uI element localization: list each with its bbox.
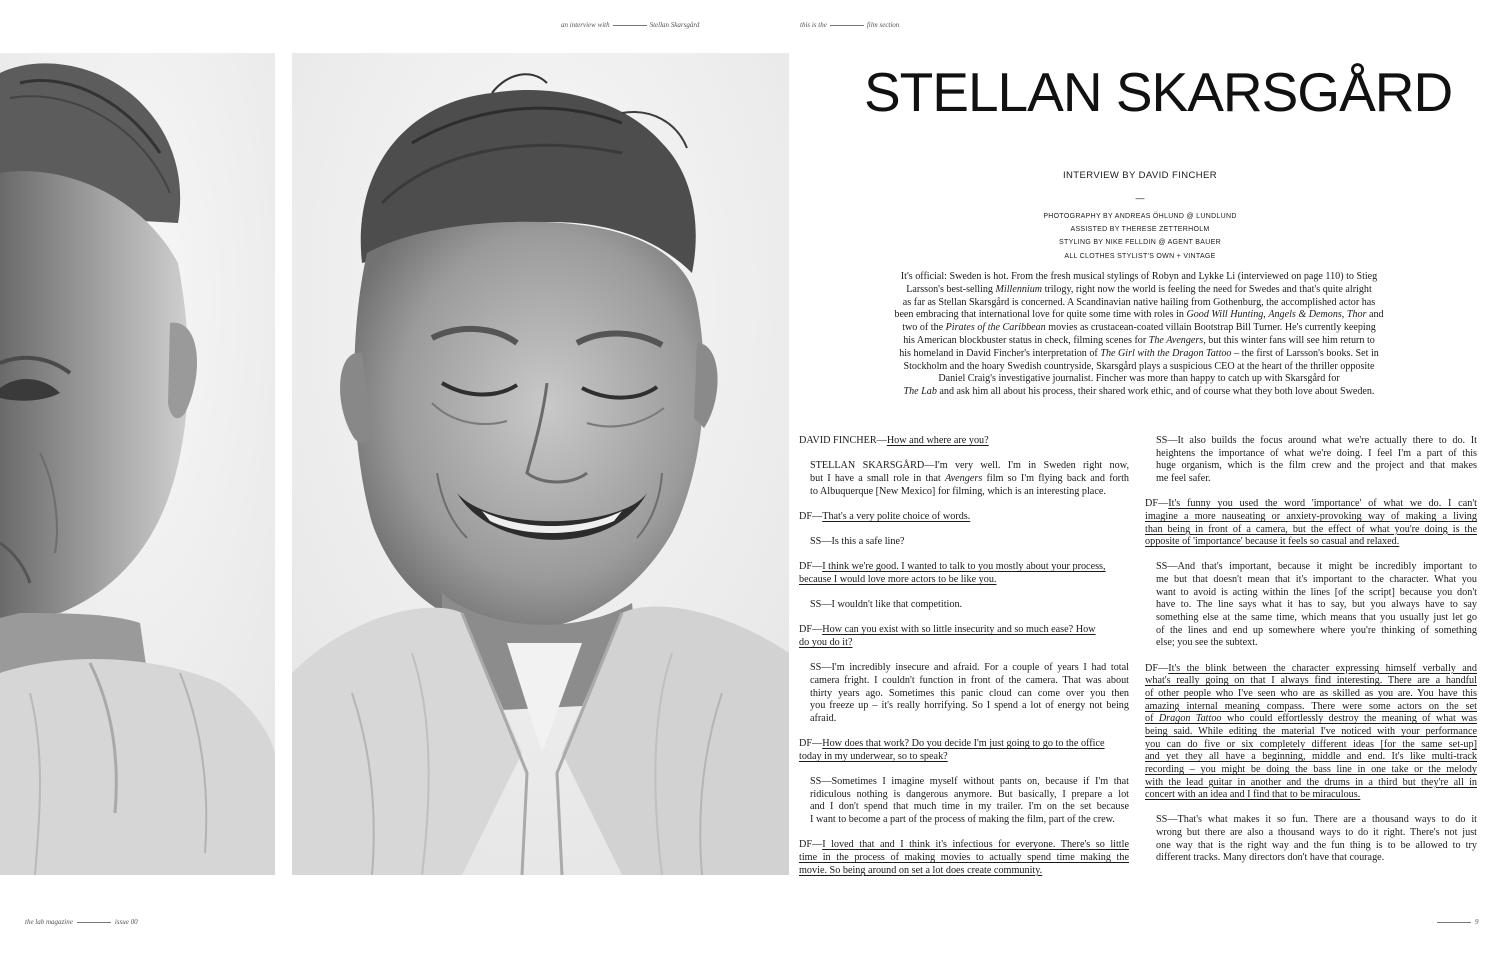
credit-line: ASSISTED BY THERESE ZETTERHOLM <box>1070 226 1210 234</box>
photo-credits <box>860 210 1420 263</box>
folio-left: the lab magazine issue 00 <box>25 918 138 926</box>
question: DF—That's a very polite choice of words. <box>799 510 971 522</box>
question: DF—It's funny you used the word 'importance' of what we do. I can't imagine a more nauseating or anxiety-provoking way of making a living than being in front of a camera, but the effect of what you're doing is the opposite of 'importance' because it feels so casual and relaxed. <box>1145 498 1477 548</box>
credit-line: STYLING BY NIKE FELLDIN @ AGENT BAUER <box>1059 239 1221 247</box>
question: DF—It's the blink between the character expressing himself verbally and what's really going on that I always find interesting. There are a handful of other people who I've seen who are as skilled as you are. You have this amazing internal meaning compass. There were some actors on the set of Dragon Tattoo who could effortlessly destroy the meaning of what was being said. While editing the material I've noticed with your performance you can do five or six completely different ideas [for the same set-up] and yet they all have a beginning, middle and end. It's like multi-track recording – you might be doing the bass line in one take or the melody with the lead guitar in another and the drums in a third but they're all in concert with an idea and I find that to be miraculous. <box>1145 662 1477 801</box>
question: DF—I loved that and I think it's infectious for everyone. There's so little time in the process of making movies to actually spend time making the movie. So being around on set a lot does create community. <box>799 839 1129 876</box>
answer: SS—Is this a safe line? <box>810 536 905 548</box>
answer: SS—Sometimes I imagine myself without pants on, because if I'm that ridiculous nothing is dangerous anymore. But basically, I prepare a lot and I don't spend that much time in my trailer. I'm on the set because I want to become a part of the process of making the film, part of the crew. <box>810 776 1129 826</box>
portrait-photo-right <box>292 53 789 875</box>
running-head-left: an interview with Stellan Skarsgård <box>561 21 700 29</box>
answer: SS—It also builds the focus around what we're actually there to do. It heightens the importance of what we're doing. I feel I'm a part of this huge organism, which is the film crew and the project and that makes me feel safer. <box>1156 435 1477 484</box>
question: DF—How does that work? Do you decide I'm just going to go to the office today in my underwear, so to speak? <box>799 738 1105 762</box>
answer: STELLAN SKARSGÅRD—I'm very well. I'm in Sweden right now, but I have a small role in that Avengers film so I'm flying back and forth to Albuquerque [New Mexico] for filming, which is an interesting place. <box>810 460 1129 497</box>
question: DAVID FINCHER—How and where are you? <box>799 435 989 446</box>
interview-column-right <box>1145 435 1477 878</box>
answer: SS—That's what makes it so fun. There are a thousand ways to do it wrong but there are also a thousand ways to do it right. There's not just one way that is the right way and the fun thing is to be allowed to try different tracks. Many directors don't have that courage. <box>1156 814 1477 864</box>
question: DF—How can you exist with so little insecurity and so much ease? How do you do it? <box>799 624 1096 649</box>
byline: INTERVIEW BY DAVID FINCHER <box>1063 170 1217 181</box>
question: DF—I think we're good. I wanted to talk to you mostly about your process, because I would love more actors to be like you. <box>799 561 1106 585</box>
credit-line: ALL CLOTHES STYLIST'S OWN + VINTAGE <box>1064 252 1216 260</box>
answer: SS—I'm incredibly insecure and afraid. For a couple of years I had total camera fright. I couldn't function in front of the camera. That was about thirty years ago. Sometimes this panic cloud can come over you then you freeze up – it's really horrifying. So I spend a lot of energy not being afraid. <box>810 662 1129 724</box>
article-title: STELLAN SKARSGÅRD <box>864 61 1453 123</box>
interview-column-left <box>799 435 1129 890</box>
intro-paragraph: It's official: Sweden is hot. From the fresh musical stylings of Robyn and Lykke Li (interviewed on page 110) to Stieg Larsson's best-selling Millennium trilogy, right now the world is feeling the need for Swedes and that's quite alright as far as Stellan Skarsgård is concerned. A Scandinavian native hailing from Gothenburg, the accomplished actor has been embracing that international love for quite some time with roles in Good Will Hunting, Angels & Demons, Thor and two of the Pirates of the Caribbean movies as crustacean-coated villain Bootstrap Bill Turner. He's currently keeping his American blockbuster status in check, filming scenes for The Avengers, but this winter fans will see him return to his homeland in David Fincher's interpretation of The Girl with the Dragon Tattoo – the first of Larsson's books. Set in Stockholm and the hoary Swedish countryside, Skarsgård plays a suspicious CEO at the heart of the thriller opposite Daniel Craig's investigative journalist. Fincher was more than happy to catch up with Skarsgård for The Lab and ask him all about his process, their shared work ethic, and of course what they both love about Sweden. <box>894 271 1384 398</box>
running-head-right: this is the film section <box>800 21 900 29</box>
answer: SS—I wouldn't like that competition. <box>810 599 963 611</box>
byline-dash: — <box>1135 193 1145 203</box>
page-number: 9 <box>1433 918 1479 926</box>
credit-line: PHOTOGRAPHY BY ANDREAS ÖHLUND @ LUNDLUND <box>1043 213 1237 220</box>
answer: SS—And that's important, because it might be incredibly important to me but that doesn't mean that it's important to the character. What you want to avoid is acting within the lines [of the script] because you don't have to. The line says what it has to say, but you always have to say something else at the same time, which means that you usually just let go of the lines and end up somewhere where you're thinking of something else; you see the subtext. <box>1156 561 1477 649</box>
portrait-photo-left <box>0 53 275 875</box>
